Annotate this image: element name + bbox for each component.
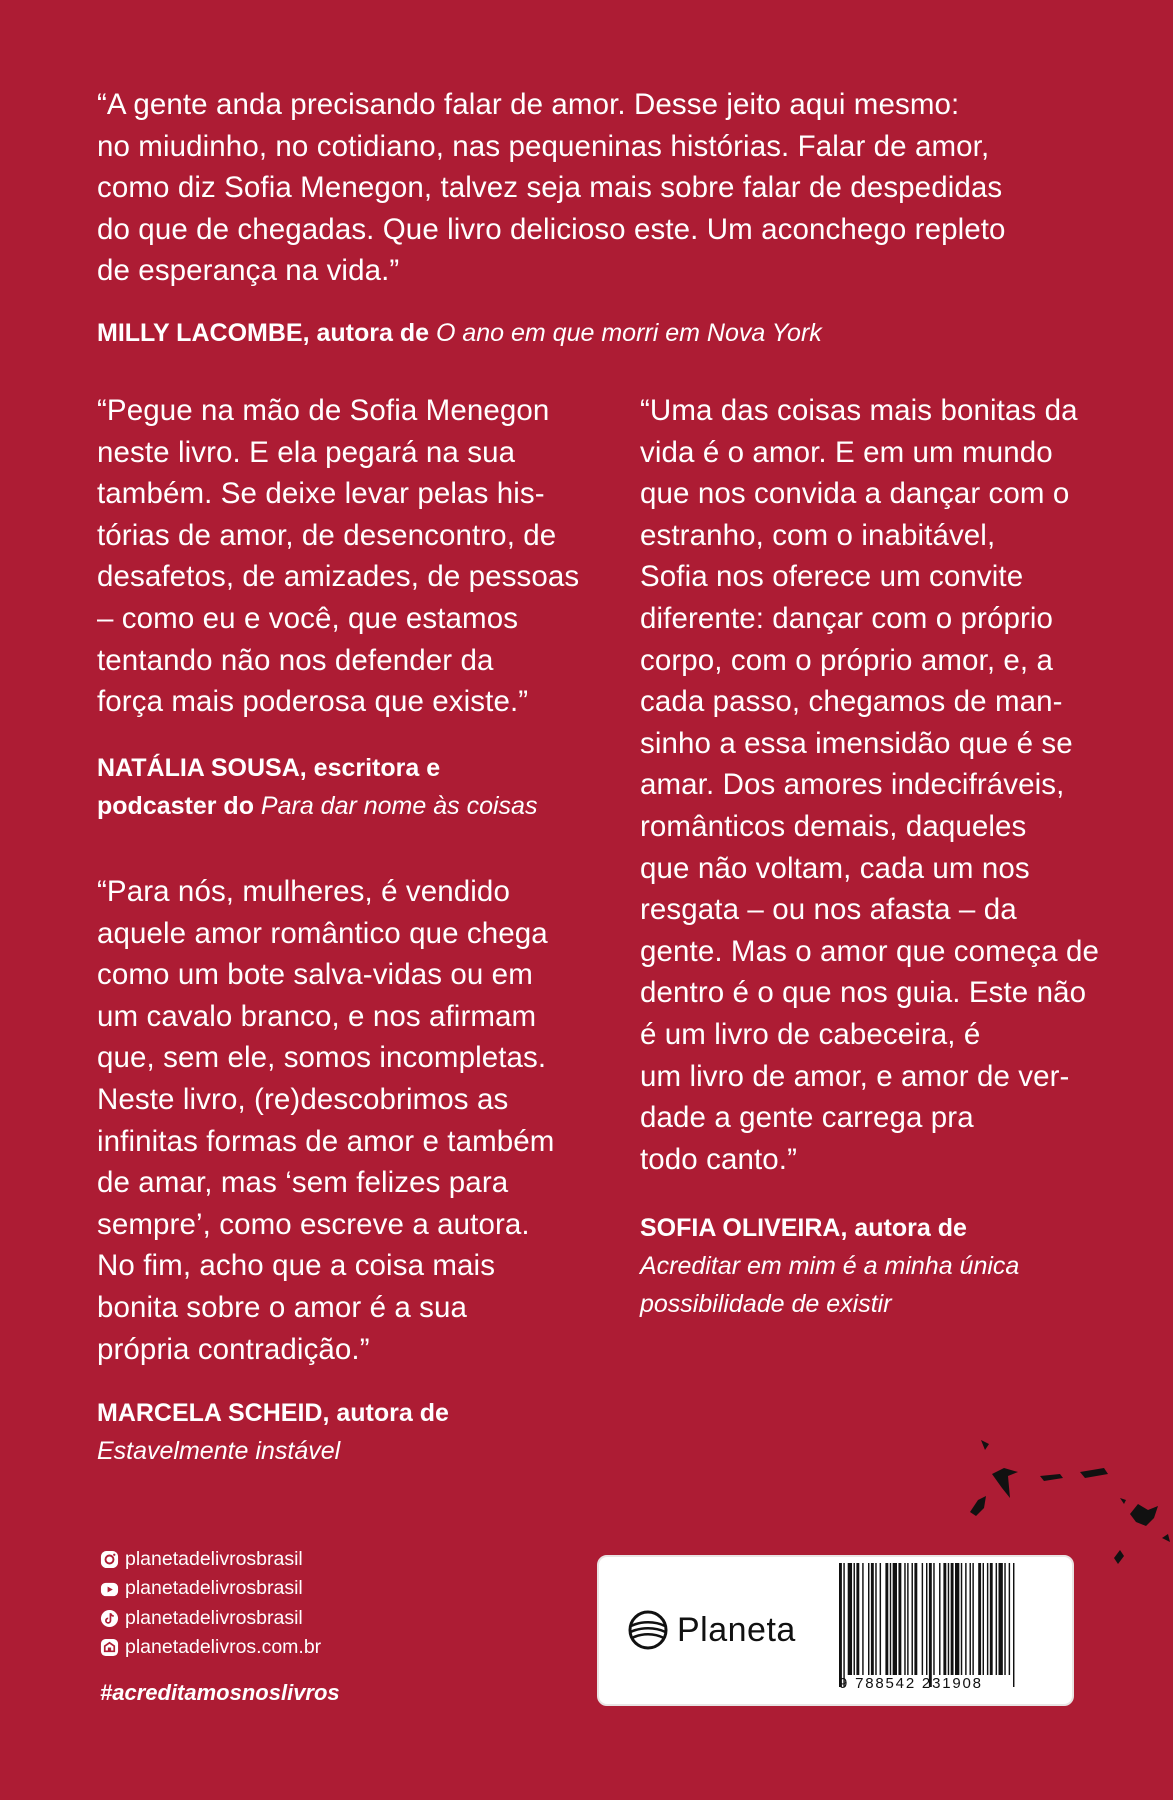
barcode-bar: [843, 1563, 844, 1687]
quote-line: como diz Sofia Menegon, talvez seja mais sobre falar de despedidas: [97, 171, 1003, 205]
barcode-bar: [904, 1563, 905, 1675]
social-handle: planetadelivros.com.br: [125, 1636, 322, 1659]
social-handle: planetadelivrosbrasil: [125, 1577, 303, 1600]
barcode-bar: [970, 1563, 971, 1675]
quote-line: um livro de amor, e amor de ver-: [640, 1059, 1070, 1093]
barcode-bar: [890, 1563, 891, 1675]
barcode-bar: [880, 1563, 881, 1675]
website-icon: [100, 1638, 119, 1657]
barcode-bar: [955, 1563, 959, 1675]
barcode-bar: [871, 1563, 874, 1675]
barcode-bar: [961, 1563, 962, 1675]
quote-line: românticos demais, daqueles: [640, 809, 1027, 843]
barcode-bar: [1004, 1563, 1005, 1675]
barcode-bar: [898, 1563, 901, 1675]
publisher-name: Planeta: [677, 1610, 796, 1649]
attribution-marcela-scheid: [97, 1394, 449, 1470]
quote-line: “Uma das coisas mais bonitas da: [640, 394, 1078, 427]
planeta-logo: [627, 1609, 796, 1651]
quote-line: diferente: dançar com o próprio: [640, 601, 1054, 635]
quote-line: neste livro. E ela pegará na sua: [97, 435, 516, 469]
planeta-globe-icon: [627, 1609, 669, 1651]
attribution-sofia-oliveira: [640, 1209, 1019, 1323]
barcode-bar: [885, 1563, 888, 1675]
hashtag: #acreditamosnoslivros: [100, 1680, 340, 1705]
barcode-bar: [914, 1563, 917, 1675]
barcode-bar: [972, 1563, 973, 1675]
quote-line: Neste livro, (re)descobrimos as: [97, 1082, 509, 1116]
author-role: , escritora e: [299, 754, 441, 782]
social-website[interactable]: [100, 1633, 321, 1662]
quote-line: Sofia nos oferece um convite: [640, 560, 1024, 594]
quote-line: própria contradição.”: [97, 1332, 370, 1366]
quote-line: infinitas formas de amor e também: [97, 1124, 555, 1158]
quote-line: tentando não nos defender da: [97, 643, 494, 677]
quote-line: também. Se deixe levar pelas his-: [97, 477, 545, 511]
barcode-bar: [987, 1563, 988, 1675]
barcode-bar: [951, 1563, 954, 1675]
quote-line: sempre’, como escreve a autora.: [97, 1207, 530, 1241]
publisher-barcode-label: [597, 1555, 1074, 1706]
quote-line: de esperança na vida.”: [97, 254, 400, 288]
barcode-bar: [983, 1563, 984, 1675]
barcode-bar: [929, 1563, 932, 1687]
barcode-bar: [943, 1563, 946, 1675]
quote-line: um cavalo branco, e nos afirmam: [97, 999, 537, 1033]
quote-line: é um livro de cabeceira, é: [640, 1017, 981, 1051]
barcode-bar: [856, 1563, 859, 1675]
quote-line: – como eu e você, que estamos: [97, 601, 519, 635]
quote-line: como um bote salva-vidas ou em: [97, 958, 533, 992]
barcode-bar: [965, 1563, 966, 1675]
quote-line: cada passo, chegamos de man-: [640, 685, 1063, 719]
quote-line: corpo, com o próprio amor, e, a: [640, 643, 1054, 677]
author-role: , autora de: [840, 1214, 967, 1242]
quote-sofia-oliveira: [640, 390, 1099, 1180]
barcode-bar: [1013, 1563, 1014, 1687]
social-handle: planetadelivrosbrasil: [125, 1606, 303, 1629]
barcode-bar: [999, 1563, 1003, 1675]
quote-line: gente. Mas o amor que começa de: [640, 934, 1099, 968]
quote-line: sinho a essa imensidão que é se: [640, 726, 1073, 760]
social-links: [100, 1545, 321, 1663]
quote-line: “A gente anda precisando falar de amor. Desse jeito aqui mesmo:: [97, 88, 960, 121]
youtube-icon: [100, 1580, 119, 1599]
barcode-bar: [939, 1563, 940, 1675]
author-role: , autora de: [302, 319, 436, 347]
barcode-bar: [978, 1563, 981, 1675]
isbn-number: 9 788542 231908: [839, 1675, 983, 1692]
quote-line: do que de chegadas. Que livro delicioso este. Um aconchego repleto: [97, 212, 1006, 246]
quote-line: que não voltam, cada um nos: [640, 851, 1030, 885]
barcode-bar: [839, 1563, 842, 1687]
barcode-bar: [868, 1563, 869, 1675]
barcode-bar: [912, 1563, 913, 1675]
barcode-bar: [862, 1563, 863, 1675]
quote-line: aquele amor romântico que chega: [97, 916, 548, 950]
tiktok-icon: [100, 1609, 119, 1628]
barcode-bar: [990, 1563, 993, 1675]
quote-milly-lacombe: [97, 84, 1006, 292]
quote-line: todo canto.”: [640, 1142, 797, 1176]
barcode-bar: [848, 1563, 852, 1675]
quote-line: dentro é o que nos guia. Este não: [640, 976, 1087, 1010]
barcode-bar: [933, 1563, 934, 1675]
work-title: Estavelmente instável: [97, 1437, 341, 1465]
quote-line: estranho, com o inabitável,: [640, 518, 996, 552]
barcode-bar: [922, 1563, 923, 1675]
quote-line: resgata – ou nos afasta – da: [640, 893, 1017, 927]
social-handle: planetadelivrosbrasil: [125, 1548, 303, 1570]
barcode-bar: [948, 1563, 949, 1675]
social-tiktok[interactable]: [100, 1604, 321, 1633]
author-name: MILLY LACOMBE: [97, 319, 303, 347]
work-title: O ano em que morri em Nova York: [435, 319, 822, 347]
quote-line: tórias de amor, de desencontro, de: [97, 518, 557, 552]
quote-marcela-scheid: [97, 871, 554, 1370]
quote-line: “Pegue na mão de Sofia Menegon: [97, 394, 550, 427]
quote-line: força mais poderosa que existe.”: [97, 685, 529, 719]
barcode-bar: [893, 1563, 897, 1675]
author-name: MARCELA SCHEID: [97, 1399, 323, 1427]
quote-natalia-sousa: [97, 390, 579, 723]
quote-line: que, sem ele, somos incompletas.: [97, 1041, 547, 1075]
quote-line: desafetos, de amizades, de pessoas: [97, 560, 580, 594]
attribution-natalia-sousa: [97, 749, 537, 825]
quote-line: no miudinho, no cotidiano, nas pequeninas histórias. Falar de amor,: [97, 129, 990, 163]
author-name: NATÁLIA SOUSA: [97, 754, 300, 782]
quote-line: dade a gente carrega pra: [640, 1101, 974, 1135]
quote-line: bonita sobre o amor é a sua: [97, 1290, 468, 1324]
work-title-line1: Acreditar em mim é a minha única: [640, 1252, 1020, 1280]
social-instagram[interactable]: [100, 1545, 321, 1574]
quote-line: de amar, mas ‘sem felizes para: [97, 1166, 509, 1200]
work-title: Para dar nome às coisas: [260, 792, 538, 820]
author-role-line2: podcaster do: [97, 792, 261, 820]
author-role: , autora de: [322, 1399, 449, 1427]
quote-line: No fim, acho que a coisa mais: [97, 1249, 496, 1283]
work-title-line2: possibilidade de existir: [640, 1290, 892, 1318]
barcode-bar: [907, 1563, 908, 1675]
attribution-milly-lacombe: [97, 314, 822, 352]
barcode-bar: [875, 1563, 876, 1675]
quote-line: “Para nós, mulheres, é vendido: [97, 875, 510, 908]
instagram-icon: [100, 1550, 119, 1569]
author-name: SOFIA OLIVEIRA: [640, 1214, 841, 1242]
quote-line: vida é o amor. E em um mundo: [640, 435, 1053, 469]
barcode-bar: [854, 1563, 855, 1675]
quote-line: amar. Dos amores indecifráveis,: [640, 768, 1065, 802]
barcode-bar: [996, 1563, 997, 1675]
barcode-bar: [1009, 1563, 1010, 1675]
social-youtube[interactable]: [100, 1574, 321, 1603]
barcode-bar: [926, 1563, 927, 1675]
quote-line: que nos convida a dançar com o: [640, 477, 1070, 511]
